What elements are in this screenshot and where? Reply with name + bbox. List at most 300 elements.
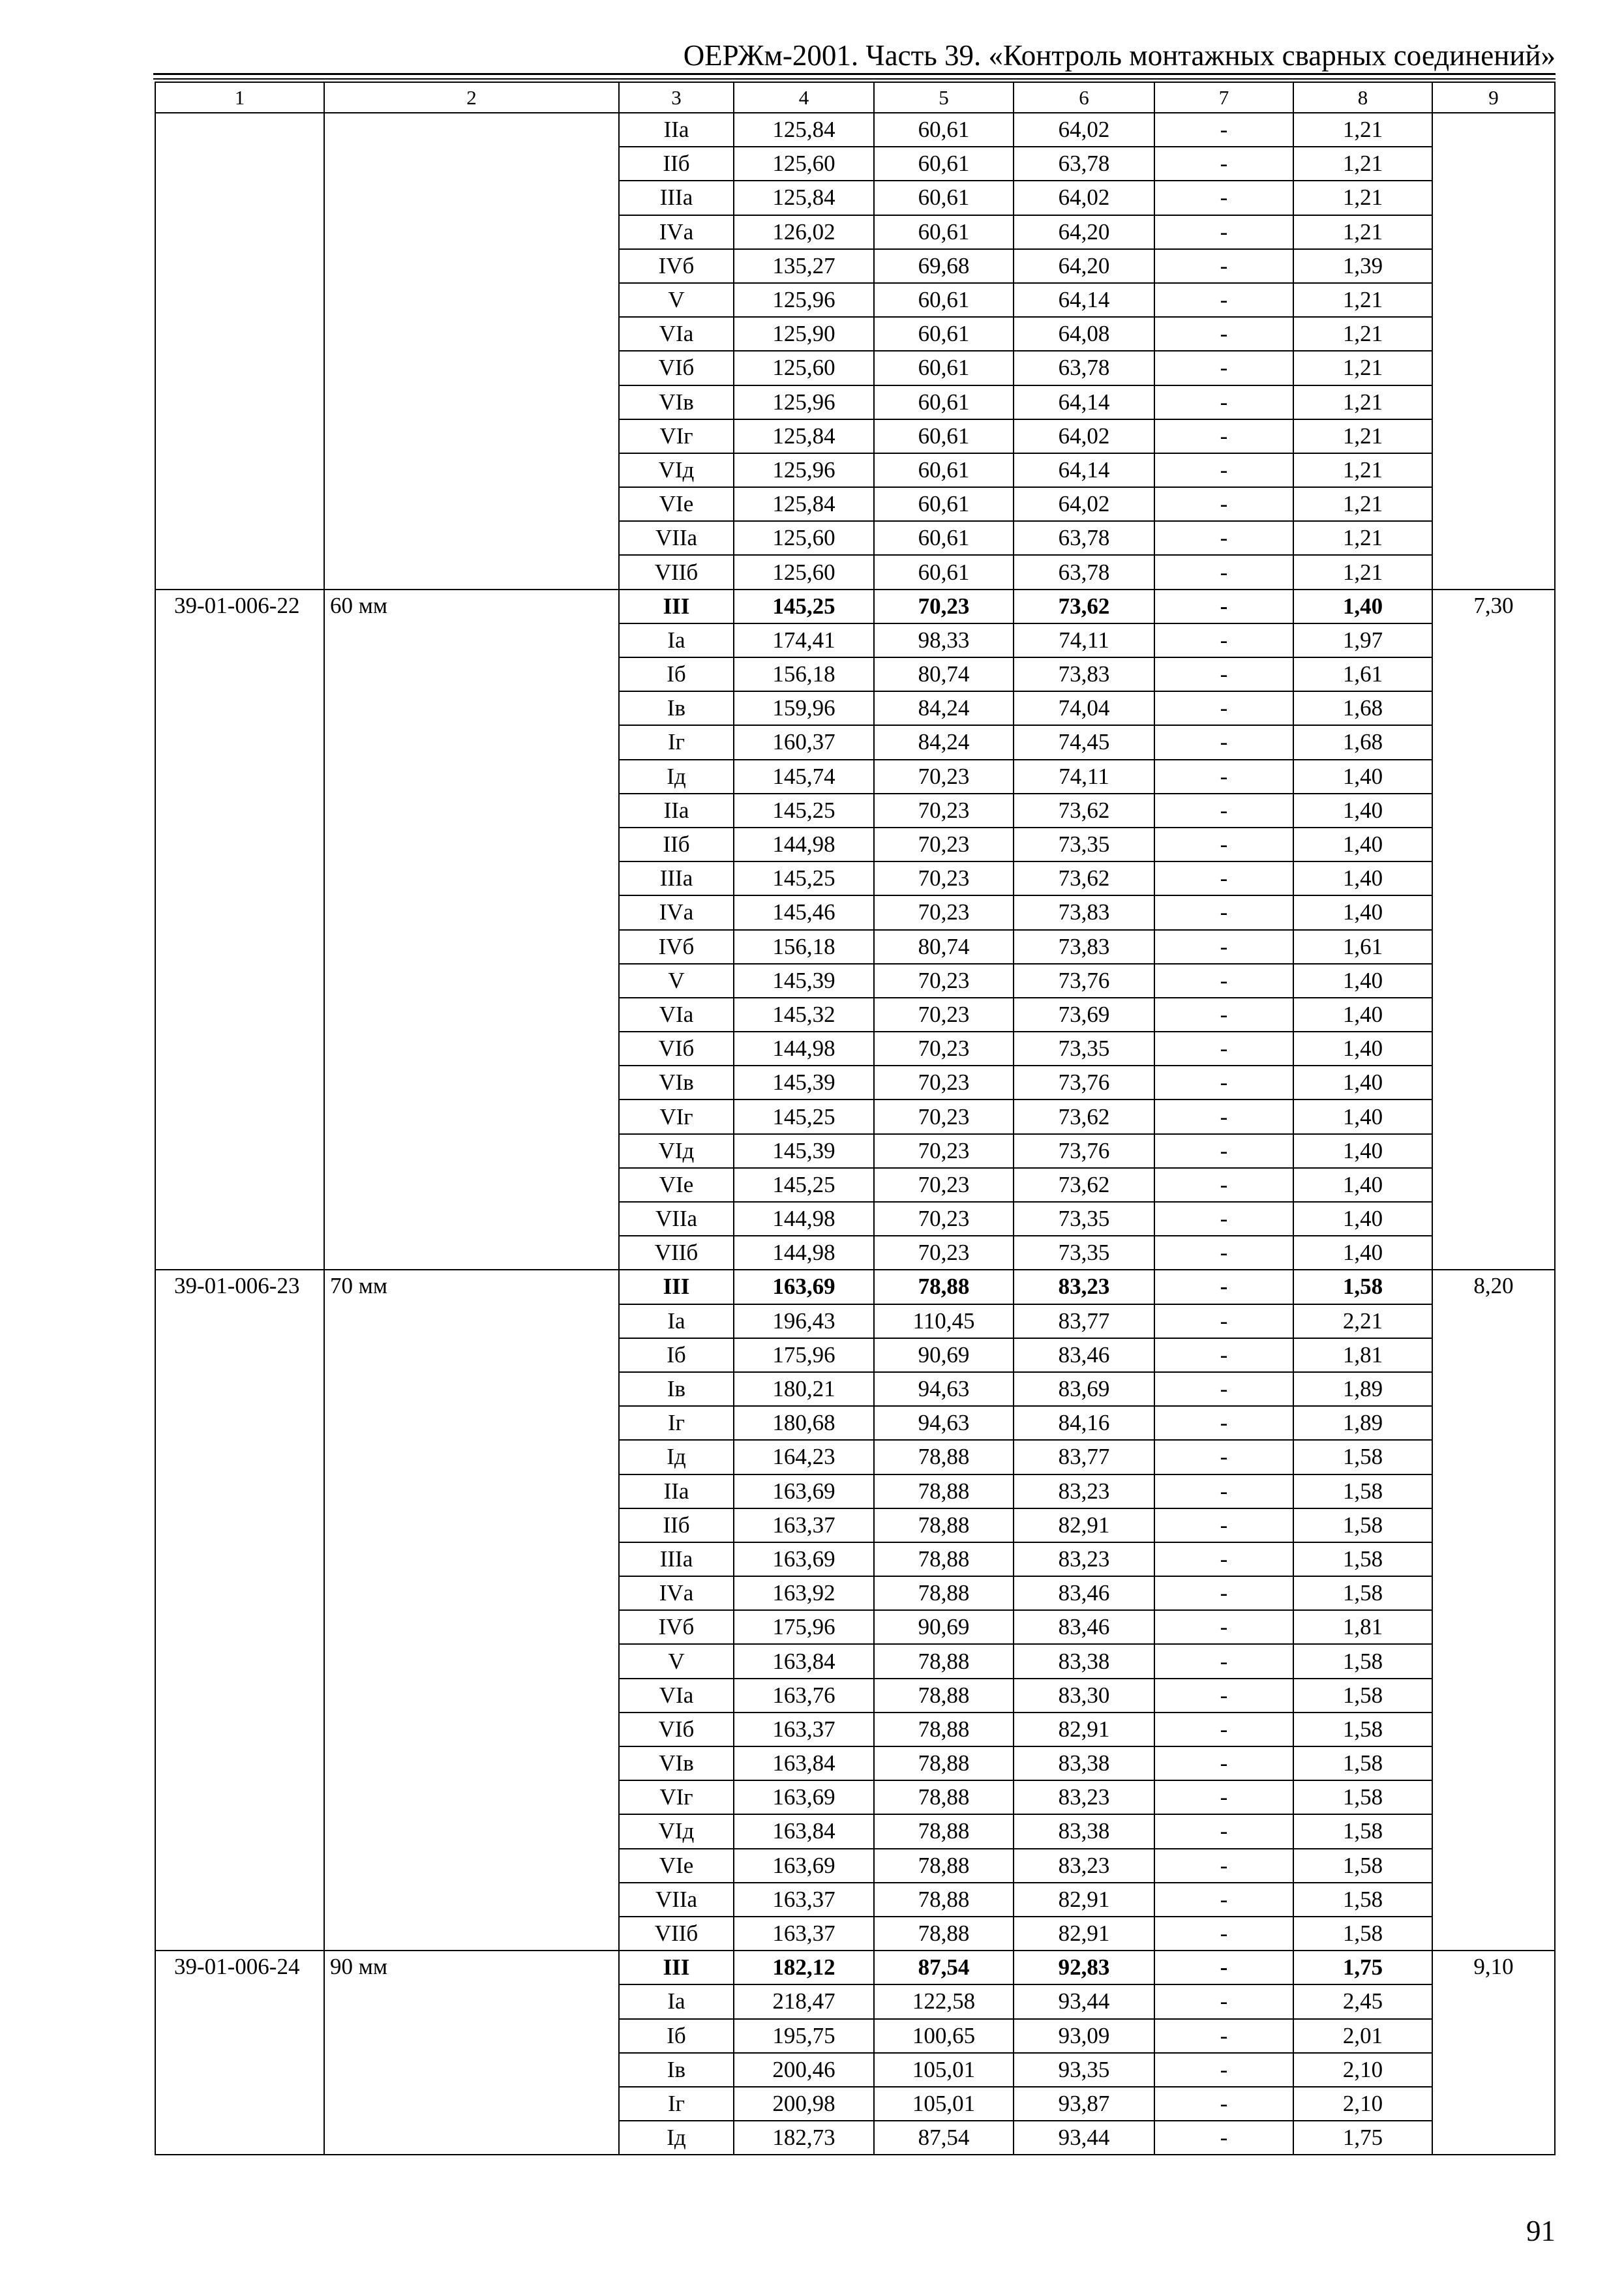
zone-cell: VIг [619,1100,734,1133]
value-cell: 125,96 [734,453,874,487]
value-cell: 2,45 [1293,1984,1432,2018]
value-cell: 70,23 [874,1100,1014,1133]
value-cell: 78,88 [874,1679,1014,1713]
value-cell: 144,98 [734,1032,874,1066]
zone-cell: IIб [619,147,734,181]
value-cell: 83,69 [1014,1372,1154,1406]
zone-cell: VIа [619,1679,734,1713]
value-cell: - [1154,1951,1293,1984]
value-cell: 83,46 [1014,1610,1154,1644]
value-cell: 60,61 [874,385,1014,419]
value-cell: 90,69 [874,1338,1014,1372]
value-cell: 93,35 [1014,2053,1154,2087]
value-cell: 1,58 [1293,1917,1432,1951]
value-cell: 73,35 [1014,1236,1154,1270]
zone-cell: VIIа [619,1202,734,1236]
value-cell: - [1154,555,1293,589]
zone-cell: VIе [619,1168,734,1202]
value-cell: 78,88 [874,1440,1014,1474]
value-cell: - [1154,1474,1293,1508]
value-cell: 1,97 [1293,623,1432,657]
value-cell: 1,21 [1293,419,1432,453]
value-cell: 1,21 [1293,215,1432,249]
value-cell: 1,58 [1293,1883,1432,1917]
zone-cell: IVб [619,930,734,964]
zone-cell: IVб [619,1610,734,1644]
value-cell: 2,10 [1293,2087,1432,2121]
value-cell: 145,74 [734,760,874,794]
value-cell: 159,96 [734,691,874,725]
zone-cell: Iг [619,1406,734,1440]
value-cell: 144,98 [734,1236,874,1270]
value-cell: - [1154,419,1293,453]
value-cell: 78,88 [874,1883,1014,1917]
value-cell: 70,23 [874,1202,1014,1236]
value-cell: 145,39 [734,1134,874,1168]
value-cell: 1,89 [1293,1372,1432,1406]
value-cell: - [1154,1134,1293,1168]
value-cell: 60,61 [874,351,1014,385]
value-cell: 60,61 [874,453,1014,487]
value-cell: 1,40 [1293,964,1432,998]
value-cell: 60,61 [874,555,1014,589]
value-cell: - [1154,351,1293,385]
value-cell: 1,61 [1293,657,1432,691]
value-cell: - [1154,113,1293,147]
value-cell: - [1154,691,1293,725]
value-cell: 125,60 [734,521,874,555]
value-cell: 1,58 [1293,1713,1432,1746]
zone-cell: IIа [619,1474,734,1508]
table-row [155,113,1555,147]
zone-cell: IIа [619,113,734,147]
zone-cell: Iв [619,1372,734,1406]
value-cell: - [1154,1508,1293,1542]
value-cell: 1,58 [1293,1644,1432,1678]
value-cell: 73,83 [1014,930,1154,964]
value-cell: 196,43 [734,1304,874,1338]
value-cell: 78,88 [874,1814,1014,1848]
zone-cell: VIд [619,1814,734,1848]
value-cell: - [1154,1917,1293,1951]
value-cell: 110,45 [874,1304,1014,1338]
value-cell: 1,40 [1293,895,1432,929]
value-cell: 145,25 [734,1168,874,1202]
zone-cell: VIе [619,1849,734,1883]
value-cell: 1,40 [1293,590,1432,623]
value-cell: 163,92 [734,1576,874,1610]
value-cell: - [1154,1746,1293,1780]
table-body [155,82,1555,2155]
value-cell: 78,88 [874,1270,1014,1304]
value-cell: - [1154,998,1293,1032]
value-cell: 1,21 [1293,453,1432,487]
value-cell: - [1154,1883,1293,1917]
value-cell: 163,69 [734,1780,874,1814]
value-cell: 60,61 [874,487,1014,521]
value-cell: 163,69 [734,1474,874,1508]
zone-cell: III [619,1951,734,1984]
value-cell: 1,40 [1293,1236,1432,1270]
column-number: 5 [874,82,1014,113]
value-cell: 87,54 [874,1951,1014,1984]
value-cell: 83,30 [1014,1679,1154,1713]
value-cell: 125,60 [734,147,874,181]
value-cell: - [1154,283,1293,317]
value-cell: - [1154,1304,1293,1338]
value-cell: 60,61 [874,317,1014,351]
value-cell: 1,21 [1293,555,1432,589]
zone-cell: IVб [619,249,734,283]
value-cell: 70,23 [874,1168,1014,1202]
zone-cell: VIд [619,453,734,487]
column-number: 9 [1432,82,1555,113]
value-cell: 1,21 [1293,113,1432,147]
value-cell: - [1154,1406,1293,1440]
value-cell: - [1154,385,1293,419]
zone-cell: V [619,964,734,998]
column-number-row [155,82,1555,113]
value-cell: 105,01 [874,2087,1014,2121]
value-cell: 60,61 [874,113,1014,147]
value-cell: - [1154,657,1293,691]
value-cell: 83,23 [1014,1542,1154,1576]
rate-code-cell: 39-01-006-23 [155,1270,324,1951]
value-cell: 70,23 [874,1032,1014,1066]
zone-cell: V [619,1644,734,1678]
value-cell: 1,40 [1293,1202,1432,1236]
value-cell: 145,25 [734,861,874,895]
value-cell: 78,88 [874,1474,1014,1508]
value-cell: 70,23 [874,861,1014,895]
value-cell: 1,40 [1293,794,1432,828]
rate-code-cell: 39-01-006-24 [155,1951,324,2155]
zone-cell: VIIб [619,555,734,589]
value-cell: - [1154,1849,1293,1883]
value-cell: 163,37 [734,1917,874,1951]
value-cell: 1,40 [1293,861,1432,895]
zone-cell: Iб [619,1338,734,1372]
value-cell: 2,01 [1293,2019,1432,2053]
value-cell: 145,39 [734,1066,874,1100]
value-cell: - [1154,1814,1293,1848]
value-cell: 125,90 [734,317,874,351]
zone-cell: IIа [619,794,734,828]
value-cell: 80,74 [874,657,1014,691]
value-cell: 70,23 [874,828,1014,861]
value-cell: 145,32 [734,998,874,1032]
value-cell: 98,33 [874,623,1014,657]
value-cell: - [1154,1610,1293,1644]
value-cell: 1,58 [1293,1849,1432,1883]
table-row [155,590,1555,623]
zone-cell: VIг [619,419,734,453]
value-cell: 73,62 [1014,794,1154,828]
value-cell: 78,88 [874,1542,1014,1576]
value-cell: 163,37 [734,1713,874,1746]
value-cell: 1,40 [1293,828,1432,861]
value-cell: 73,62 [1014,1168,1154,1202]
table-row [155,1270,1555,1304]
value-cell: 1,75 [1293,1951,1432,1984]
value-cell: 78,88 [874,1849,1014,1883]
value-cell: 160,37 [734,725,874,759]
zone-cell: III [619,1270,734,1304]
value-cell: - [1154,1780,1293,1814]
value-cell: - [1154,895,1293,929]
zone-cell: VIв [619,1066,734,1100]
value-cell: 74,45 [1014,725,1154,759]
value-cell: 144,98 [734,828,874,861]
value-cell: 163,37 [734,1883,874,1917]
value-cell: - [1154,1576,1293,1610]
value-cell: 180,21 [734,1372,874,1406]
value-cell: - [1154,1644,1293,1678]
value-cell: 2,21 [1293,1304,1432,1338]
page-number: 91 [1526,2215,1556,2247]
value-cell: 70,23 [874,760,1014,794]
value-cell: 82,91 [1014,1713,1154,1746]
value-cell: 144,98 [734,1202,874,1236]
zone-cell: VIб [619,1713,734,1746]
value-cell: 70,23 [874,1066,1014,1100]
column-number: 2 [324,82,619,113]
value-cell: 1,58 [1293,1576,1432,1610]
value-cell: - [1154,1100,1293,1133]
table-row [155,1951,1555,1984]
value-cell: 145,46 [734,895,874,929]
value-cell: 64,14 [1014,453,1154,487]
value-cell: 73,62 [1014,1100,1154,1133]
total-cell: 7,30 [1432,590,1555,1270]
value-cell: 156,18 [734,657,874,691]
value-cell: 78,88 [874,1713,1014,1746]
value-cell: 1,81 [1293,1610,1432,1644]
value-cell: - [1154,794,1293,828]
value-cell: 70,23 [874,590,1014,623]
value-cell: 84,16 [1014,1406,1154,1440]
value-cell: 78,88 [874,1917,1014,1951]
value-cell: 1,21 [1293,147,1432,181]
value-cell: 174,41 [734,623,874,657]
value-cell: - [1154,930,1293,964]
value-cell: 1,40 [1293,1168,1432,1202]
zone-cell: Iб [619,657,734,691]
value-cell: 105,01 [874,2053,1014,2087]
value-cell: 1,40 [1293,760,1432,794]
value-cell: 1,89 [1293,1406,1432,1440]
value-cell: 83,23 [1014,1780,1154,1814]
value-cell: - [1154,2121,1293,2155]
value-cell: 1,58 [1293,1440,1432,1474]
column-number: 8 [1293,82,1432,113]
value-cell: 1,21 [1293,351,1432,385]
rate-code-cell: 39-01-006-22 [155,590,324,1270]
value-cell: 64,02 [1014,487,1154,521]
value-cell: - [1154,1270,1293,1304]
value-cell: 93,09 [1014,2019,1154,2053]
value-cell: 125,60 [734,555,874,589]
value-cell: 92,83 [1014,1951,1154,1984]
value-cell: 1,58 [1293,1542,1432,1576]
value-cell: 74,11 [1014,760,1154,794]
value-cell: 218,47 [734,1984,874,2018]
zone-cell: IVа [619,895,734,929]
value-cell: - [1154,861,1293,895]
header-rule-thin [153,78,1556,80]
value-cell: 163,69 [734,1542,874,1576]
zone-cell: IIб [619,1508,734,1542]
value-cell: - [1154,2053,1293,2087]
size-cell: 60 мм [324,590,619,1270]
value-cell: 1,21 [1293,521,1432,555]
value-cell: 87,54 [874,2121,1014,2155]
column-number: 7 [1154,82,1293,113]
value-cell: - [1154,1338,1293,1372]
zone-cell: VIа [619,317,734,351]
value-cell: - [1154,1236,1293,1270]
value-cell: - [1154,1679,1293,1713]
value-cell: 125,84 [734,419,874,453]
value-cell: 83,23 [1014,1849,1154,1883]
zone-cell: Iд [619,2121,734,2155]
value-cell: 1,40 [1293,1032,1432,1066]
value-cell: 163,84 [734,1746,874,1780]
zone-cell: VIIа [619,521,734,555]
value-cell: 78,88 [874,1746,1014,1780]
value-cell: - [1154,215,1293,249]
value-cell: - [1154,725,1293,759]
value-cell: - [1154,487,1293,521]
value-cell: 73,76 [1014,1134,1154,1168]
value-cell: 78,88 [874,1780,1014,1814]
zone-cell: VIб [619,1032,734,1066]
rates-table [155,82,1556,2155]
total-cell: 9,10 [1432,1951,1555,2155]
value-cell: 175,96 [734,1338,874,1372]
value-cell: 70,23 [874,895,1014,929]
value-cell: 1,39 [1293,249,1432,283]
value-cell: 1,40 [1293,1134,1432,1168]
value-cell: 145,25 [734,794,874,828]
value-cell: 1,21 [1293,317,1432,351]
zone-cell: Iб [619,2019,734,2053]
zone-cell: Iд [619,760,734,794]
value-cell: 163,69 [734,1270,874,1304]
value-cell: 63,78 [1014,555,1154,589]
value-cell: 73,76 [1014,964,1154,998]
value-cell: 63,78 [1014,351,1154,385]
value-cell: 83,38 [1014,1814,1154,1848]
value-cell: 80,74 [874,930,1014,964]
value-cell: 83,46 [1014,1576,1154,1610]
value-cell: 64,20 [1014,215,1154,249]
value-cell: 1,58 [1293,1780,1432,1814]
value-cell: 200,98 [734,2087,874,2121]
value-cell: 73,76 [1014,1066,1154,1100]
value-cell: 64,02 [1014,419,1154,453]
value-cell: 100,65 [874,2019,1014,2053]
value-cell: 73,69 [1014,998,1154,1032]
zone-cell: VIIа [619,1883,734,1917]
column-number: 4 [734,82,874,113]
value-cell: 1,40 [1293,1100,1432,1133]
value-cell: 60,61 [874,521,1014,555]
value-cell: - [1154,181,1293,215]
zone-cell: VIа [619,998,734,1032]
size-cell: 90 мм [324,1951,619,2155]
value-cell: 1,58 [1293,1746,1432,1780]
value-cell: 90,69 [874,1610,1014,1644]
zone-cell: Iа [619,1984,734,2018]
value-cell: 1,58 [1293,1814,1432,1848]
value-cell: - [1154,1984,1293,2018]
value-cell: 1,21 [1293,283,1432,317]
size-cell [324,113,619,590]
zone-cell: VIе [619,487,734,521]
zone-cell: VIIб [619,1917,734,1951]
value-cell: 78,88 [874,1508,1014,1542]
value-cell: 163,84 [734,1644,874,1678]
total-cell: 8,20 [1432,1270,1555,1951]
value-cell: 83,23 [1014,1474,1154,1508]
value-cell: 125,84 [734,113,874,147]
value-cell: 126,02 [734,215,874,249]
value-cell: 73,35 [1014,828,1154,861]
value-cell: 83,77 [1014,1440,1154,1474]
value-cell: 60,61 [874,181,1014,215]
value-cell: 70,23 [874,1134,1014,1168]
running-header: ОЕРЖм-2001. Часть 39. «Контроль монтажных сварных соединений» [683,39,1556,72]
value-cell: 125,84 [734,487,874,521]
value-cell: 73,35 [1014,1202,1154,1236]
zone-cell: VIв [619,385,734,419]
value-cell: 70,23 [874,998,1014,1032]
zone-cell: IVа [619,215,734,249]
value-cell: 64,02 [1014,113,1154,147]
zone-cell: III [619,590,734,623]
value-cell: 1,68 [1293,725,1432,759]
zone-cell: Iв [619,2053,734,2087]
value-cell: 1,81 [1293,1338,1432,1372]
value-cell: 125,96 [734,283,874,317]
value-cell: 125,84 [734,181,874,215]
value-cell: 70,23 [874,1236,1014,1270]
zone-cell: VIг [619,1780,734,1814]
value-cell: 145,25 [734,590,874,623]
zone-cell: VIв [619,1746,734,1780]
value-cell: 163,76 [734,1679,874,1713]
value-cell: 164,23 [734,1440,874,1474]
value-cell: 163,37 [734,1508,874,1542]
value-cell: 163,84 [734,1814,874,1848]
value-cell: - [1154,760,1293,794]
value-cell: 64,08 [1014,317,1154,351]
value-cell: 84,24 [874,691,1014,725]
zone-cell: VIд [619,1134,734,1168]
zone-cell: Iв [619,691,734,725]
value-cell: 195,75 [734,2019,874,2053]
header-rule-thick [153,73,1556,75]
value-cell: 93,87 [1014,2087,1154,2121]
value-cell: 125,96 [734,385,874,419]
value-cell: 73,83 [1014,657,1154,691]
value-cell: 73,35 [1014,1032,1154,1066]
value-cell: - [1154,964,1293,998]
value-cell: - [1154,521,1293,555]
value-cell: - [1154,623,1293,657]
value-cell: - [1154,1202,1293,1236]
